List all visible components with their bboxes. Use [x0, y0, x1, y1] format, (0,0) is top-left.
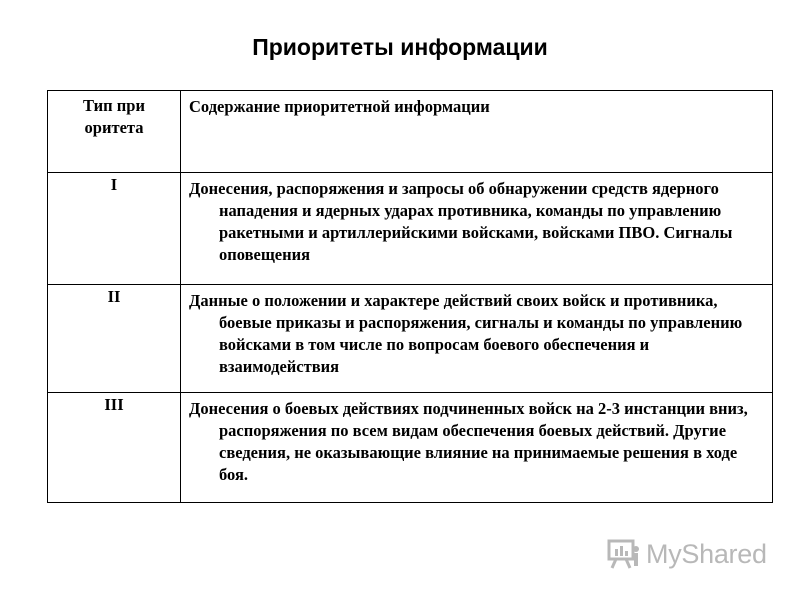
page-title: Приоритеты информации — [252, 34, 548, 60]
row-content-text: Донесения о боевых действиях подчиненных войск на 2-3 инстанции вниз, распоряжения по всем видам обеспечения боевых действий. Другие сведения, не оказывающие влияние на принимаемые решения в ходе боя. — [189, 399, 748, 484]
watermark-text: MyShared — [646, 538, 767, 569]
row-content-cell — [181, 285, 773, 393]
table-row — [48, 173, 773, 285]
row-content-text: Данные о положении и характере действий своих войск и противника, боевые приказы и распоряжения, сигналы и команды по управлению войсками в том числе по вопросам боевого обеспечения и взаимодействия — [189, 291, 743, 376]
row-type-cell: II — [48, 285, 181, 393]
myshared-watermark — [606, 536, 767, 572]
header-content-cell — [181, 91, 773, 173]
header-type-label: Тип приоритета — [83, 96, 145, 137]
table-row — [48, 393, 773, 503]
row-content-text: Донесения, распоряжения и запросы об обнаружении средств ядерного нападения и ядерных ударах противника, команды по управлению ракетными и артиллерийскими войсками, войсками ПВО. Сигналы оповещения — [189, 179, 733, 264]
presentation-board-icon — [606, 537, 640, 571]
row-content-cell — [181, 393, 773, 503]
row-type-cell: III — [48, 393, 181, 503]
header-content-label: Содержание приоритетной информации — [189, 97, 490, 116]
row-type-cell: I — [48, 173, 181, 285]
table-header-row — [48, 91, 773, 173]
table-row — [48, 285, 773, 393]
priority-table — [47, 90, 773, 503]
row-content-cell — [181, 173, 773, 285]
header-type-cell — [48, 91, 181, 173]
